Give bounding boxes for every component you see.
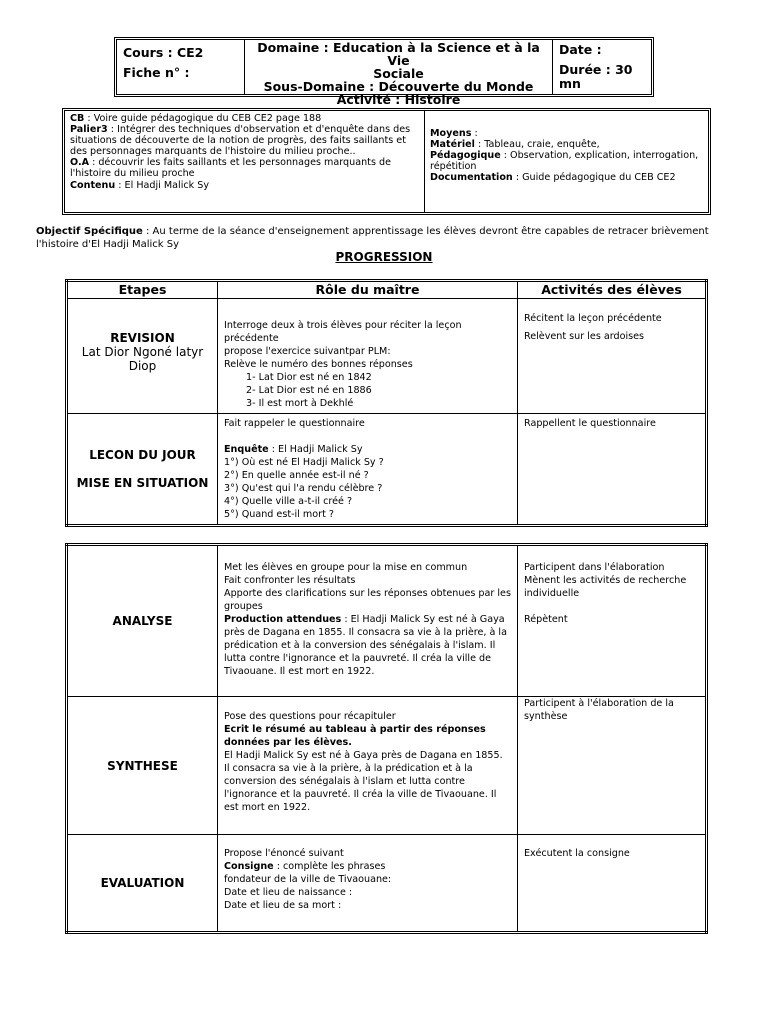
date-cell — [553, 40, 651, 94]
lecon-activities: Rappellent le questionnaire — [518, 414, 707, 526]
synthese-activities: Participent à l'élaboration de la synthèse — [518, 697, 707, 835]
progression-table-2 — [65, 543, 708, 934]
enquete-line: Enquête : El Hadji Malick Sy — [224, 444, 363, 455]
table-row — [67, 697, 707, 835]
consigne-line: Consigne : complète les phrases — [224, 861, 386, 872]
duration-line1: Durée : 30 — [559, 62, 633, 77]
production-attendues: Production attendues : El Hadji Malick Sy est né à Gaya près de Dagana en 1855. Il consacra sa vie à la prière, à la prédication et à la conversion des sénégalais à l'islam. Il lutta contre l'ignorance et la pauvreté. Il créa la ville de Tivaouane. Il est mort en 1922. — [224, 614, 507, 677]
synthese-stage — [67, 697, 218, 835]
course-label: Cours : CE2 — [123, 45, 204, 60]
domain-cell — [245, 40, 553, 107]
analyse-activities: Participent dans l'élaboration Mènent les activités de recherche individuelle Répètent — [518, 545, 707, 697]
duration-line2: mn — [559, 76, 581, 91]
table-header-row — [67, 281, 707, 299]
revision-role: Interroge deux à trois élèves pour réciter la leçon précédente propose l'exercice suivantpar PLM: Relève le numéro des bonnes réponses 1- Lat Dior est né en 1842 2- Lat Dior est né en 1886 3- Il est mort à Dekhlé — [218, 299, 518, 414]
table-row — [67, 835, 707, 933]
info-box — [62, 108, 711, 215]
revision-activities: Récitent la leçon précédente Relèvent sur les ardoises — [518, 299, 707, 414]
contenu-line: Contenu : El Hadji Malick Sy — [70, 179, 210, 191]
header-role: Rôle du maître — [218, 281, 518, 299]
revision-subtitle: Lat Dior Ngoné latyr Diop — [81, 345, 204, 373]
synthese-role: Pose des questions pour récapituler Ecrit le résumé au tableau à partir des réponses données par les élèves. El Hadji Malick Sy est né à Gaya près de Dagana en 1855. Il consacra sa vie à la prière, à la prédication et à la conversion des sénégalais à l'islam et lutta contre l'ignorance et la pauvreté. Il créa la ville de Tivaouane. Il est mort en 1922. — [218, 697, 518, 835]
table-row — [67, 299, 707, 414]
evaluation-role: Propose l'énoncé suivant Consigne : complète les phrases fondateur de la ville de Tivaouane: Date et lieu de naissance : Date et lieu de sa mort : — [218, 835, 518, 933]
progression-title: PROGRESSION — [335, 250, 433, 264]
lecon-title: LECON DU JOUR — [89, 448, 196, 462]
palier-line: Palier3 : Intégrer des techniques d'observation et d'enquête dans des situations de découverte de la notion de progrès, des faits saillants et des personnages marquants de l'histoire du milieu proche.. — [70, 124, 411, 158]
cb-line: CB : Voire guide pédagogique du CEB CE2 page 188 — [70, 113, 322, 124]
lesson-header — [114, 37, 654, 107]
oa-line: O.A : découvrir les faits saillants et les personnages marquants de l'histoire du milieu proche — [70, 157, 391, 180]
analyse-title: ANALYSE — [112, 614, 173, 628]
analyse-role: Met les élèves en groupe pour la mise en commun Fait confronter les résultats Apporte des clarifications sur les réponses obtenues par les groupes Production attendues : El Hadji Malick Sy est né à Gaya près de Dagana en 1855. Il consacra sa vie à la prière, à la prédication et à la conversion des sénégalais à l'islam. Il lutta contre l'ignorance et la pauvreté. Il créa la ville de Tivaouane. Il est mort en 1922. — [218, 545, 518, 697]
materiel-line: Matériel : Tableau, craie, enquête, — [430, 139, 600, 151]
synthese-title: SYNTHESE — [107, 758, 178, 773]
competence-column — [65, 111, 425, 212]
lecon-stage — [67, 414, 218, 526]
activity: Activité : Histoire — [336, 92, 461, 107]
domain-line2: Sociale — [373, 66, 424, 81]
objective: Objectif Spécifique : Au terme de la séance d'enseignement apprentissage les élèves devront être capables de retracer brièvement l'histoire d'El Hadji Malick Sy — [36, 226, 709, 250]
header-etapes: Etapes — [67, 281, 218, 299]
means-column — [425, 111, 708, 212]
moyens-line: Moyens : — [430, 128, 478, 139]
table-row — [67, 545, 707, 697]
evaluation-title: EVALUATION — [100, 876, 185, 890]
lecon-role: Fait rappeler le questionnaire Enquête : El Hadji Malick Sy 1°) Où est né El Hadji Malick Sy ? 2°) En quelle année est-il né ? 3°) Qu'est qui l'a rendu célèbre ? 4°) Quelle ville a-t-il créé ? 5°) Quand est-il mort ? — [218, 414, 518, 526]
analyse-stage — [67, 545, 218, 697]
table-row — [67, 414, 707, 526]
mise-en-situation-title: MISE EN SITUATION — [76, 476, 209, 490]
revision-stage — [67, 299, 218, 414]
sub-domain: Sous-Domaine : Découverte du Monde — [263, 79, 534, 94]
evaluation-activities: Exécutent la consigne — [518, 835, 707, 933]
course-cell — [117, 40, 245, 94]
progression-table-1 — [65, 279, 708, 527]
date-label: Date : — [559, 42, 602, 57]
fiche-label: Fiche n° : — [123, 65, 190, 80]
evaluation-stage — [67, 835, 218, 933]
revision-title: REVISION — [110, 331, 175, 345]
pedagogique-line: Pédagogique : Observation, explication, interrogation, répétition — [430, 150, 699, 173]
domain-line1: Domaine : Education à la Science et à la Vie — [257, 40, 540, 68]
header-activites: Activités des élèves — [518, 281, 707, 299]
documentation-line: Documentation : Guide pédagogique du CEB CE2 — [430, 172, 676, 184]
